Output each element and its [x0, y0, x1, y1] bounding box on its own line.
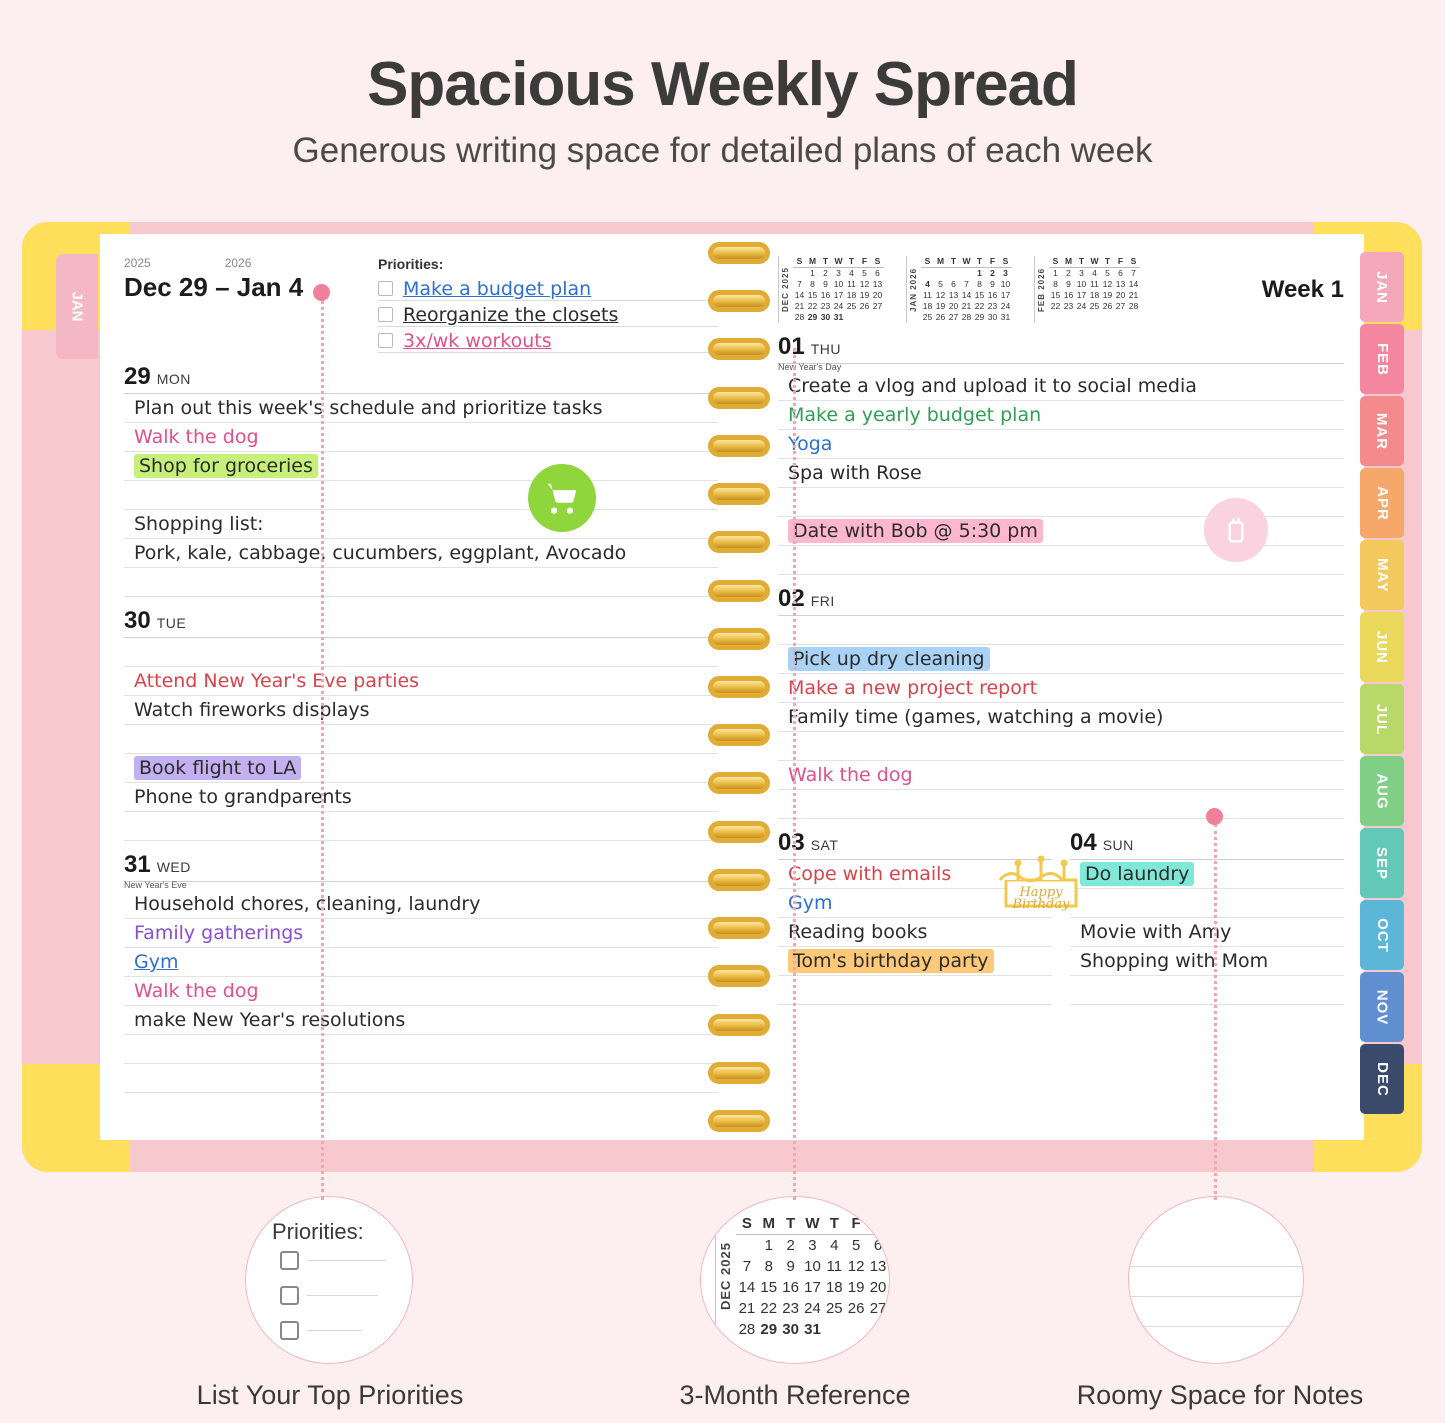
planner-entry-text: Family gatherings [134, 922, 304, 944]
planner-entry-text: Walk the dog [134, 980, 259, 1002]
month-tab-oct[interactable] [1360, 900, 1404, 970]
priority-row[interactable] [378, 275, 718, 301]
planner-entry-line[interactable] [778, 790, 1344, 819]
month-tab-label: APR [1373, 485, 1391, 521]
planner-entry-text: Walk the dog [788, 764, 913, 786]
mini-calendar-label: DEC 2025 [715, 1213, 733, 1340]
day-header [778, 333, 1344, 364]
day-number: 02 [778, 585, 805, 612]
spiral-ring [708, 821, 770, 843]
planner-entry-line[interactable] [124, 452, 718, 481]
day-note: New Year's Day [778, 362, 842, 372]
planner-entry-text: Attend New Year's Eve parties [134, 670, 420, 692]
spiral-ring [708, 338, 770, 360]
mini-calendar-label: DEC 2025 [778, 256, 790, 323]
planner-book [22, 222, 1422, 1172]
callout-checkbox [280, 1321, 299, 1340]
month-tab-label: MAY [1373, 557, 1391, 593]
promo-header [0, 0, 1445, 171]
month-tab-label: DEC [1373, 1061, 1391, 1097]
planner-entry-text: Household chores, cleaning, laundry [134, 893, 481, 915]
month-tab-jan[interactable] [1360, 252, 1404, 322]
planner-entry-line[interactable] [124, 667, 718, 696]
spiral-ring [708, 580, 770, 602]
callout-dot-notes [1206, 808, 1223, 825]
planner-entry-text: Shopping list: [134, 513, 264, 535]
week-date-range [124, 256, 303, 353]
planner-entry-line[interactable] [124, 725, 718, 754]
planner-entry-line[interactable] [124, 1064, 718, 1093]
planner-entry-line[interactable] [124, 539, 718, 568]
spiral-ring [708, 724, 770, 746]
month-tab-label: NOV [1373, 989, 1391, 1025]
planner-entry-line[interactable] [124, 1006, 718, 1035]
priorities-title: Priorities: [378, 256, 444, 272]
mini-calendar-label: FEB 2026 [1034, 256, 1046, 323]
birthday-cake-icon [986, 844, 1096, 916]
day-block [124, 851, 718, 1093]
planner-entry-line[interactable] [124, 696, 718, 725]
day-name: WED [156, 859, 191, 875]
planner-entry-line[interactable] [124, 812, 718, 841]
priority-checkbox[interactable] [378, 333, 393, 348]
callout-note-line [1129, 1237, 1303, 1267]
callout-notes [1128, 1196, 1304, 1364]
planner-entry-line[interactable] [124, 754, 718, 783]
day-number: 03 [778, 829, 805, 856]
day-name: FRI [810, 593, 835, 609]
mini-calendar-label: JAN 2026 [906, 256, 918, 323]
svg-text:Birthday: Birthday [1012, 897, 1070, 912]
planner-entry-line[interactable] [778, 761, 1344, 790]
day-note: New Year's Eve [124, 880, 187, 890]
callout-caption-notes: Roomy Space for Notes [1076, 1380, 1364, 1410]
month-tab-sep[interactable] [1360, 828, 1404, 898]
planner-entry-line[interactable] [124, 977, 718, 1006]
planner-entry-line[interactable] [778, 645, 1344, 674]
day-block [124, 363, 718, 597]
priority-text: Make a budget plan [403, 278, 592, 300]
spiral-ring [708, 242, 770, 264]
planner-entry-text: Plan out this week's schedule and prioritize tasks [134, 397, 603, 419]
callout-line-calendar [793, 348, 796, 1200]
month-tab-nov[interactable] [1360, 972, 1404, 1042]
planner-entry-line[interactable] [1070, 889, 1344, 918]
planner-entry-text: Gym [788, 892, 833, 914]
day-block [124, 607, 718, 841]
page-subtitle: Generous writing space for detailed plans of each week [292, 131, 1153, 171]
month-tab-dec[interactable] [1360, 1044, 1404, 1114]
mini-calendar: JAN 2026 S M T W T F S 1 2 3 4 5 6 7 8 9 10 11 12 13 14 15 16 17 18 19 20 21 22 23 24 25 26 27 28 29 30 31 [906, 256, 1012, 323]
spiral-ring [708, 1062, 770, 1084]
spiral-ring [708, 531, 770, 553]
planner-entry-text: Reading books [788, 921, 928, 943]
shopping-cart-icon [528, 464, 596, 532]
month-tab-label: AUG [1373, 772, 1391, 810]
planner-entry-text: Yoga [788, 433, 833, 455]
callout-dot-priorities [313, 284, 330, 301]
planner-entry-line[interactable] [778, 430, 1344, 459]
month-tab-jul[interactable] [1360, 684, 1404, 754]
planner-entry-line[interactable] [778, 703, 1344, 732]
planner-entry-line[interactable] [124, 568, 718, 597]
planner-page-right [738, 234, 1364, 1140]
spiral-ring [708, 917, 770, 939]
planner-entry-line[interactable] [124, 948, 718, 977]
spiral-binding [708, 242, 774, 1132]
planner-entry-text: Book flight to LA [134, 756, 301, 780]
planner-entry-line[interactable] [1070, 976, 1344, 1005]
svg-text:Happy: Happy [1019, 885, 1063, 900]
priority-text: 3x/wk workouts [403, 330, 552, 352]
day-header [778, 585, 1344, 616]
spiral-ring [708, 628, 770, 650]
planner-entry-line[interactable] [124, 423, 718, 452]
planner-entry-text: Phone to grandparents [134, 786, 352, 808]
spiral-ring [708, 387, 770, 409]
planner-entry-text: make New Year's resolutions [134, 1009, 406, 1031]
day-number: 30 [124, 607, 151, 634]
planner-entry-text: Gym [134, 951, 179, 973]
month-tab-apr[interactable] [1360, 468, 1404, 538]
month-tab-label: JUN [1373, 630, 1391, 664]
planner-entry-line[interactable] [124, 890, 718, 919]
callout-priorities-title: Priorities: [272, 1219, 364, 1244]
month-tab-feb[interactable] [1360, 324, 1404, 394]
spiral-ring [708, 1110, 770, 1132]
month-tab-label: JUL [1373, 703, 1391, 735]
planner-entry-text: Pick up dry cleaning [788, 647, 990, 671]
day-name: SUN [1102, 837, 1134, 853]
planner-entry-text: Shopping with Mom [1080, 950, 1269, 972]
day-number: 01 [778, 333, 805, 360]
callout-note-line [1129, 1267, 1303, 1297]
callout-caption-calendar: 3-Month Reference [679, 1380, 911, 1410]
planner-page-left [100, 234, 738, 1140]
day-name: SAT [810, 837, 839, 853]
day-number: 31 [124, 851, 151, 878]
priorities-block [378, 256, 718, 353]
planner-entry-line[interactable] [1070, 860, 1344, 889]
month-tab-mar[interactable] [1360, 396, 1404, 466]
priority-checkbox[interactable] [378, 307, 393, 322]
planner-entry-text: Pork, kale, cabbage, cucumbers, eggplant, Avocado [134, 542, 627, 564]
planner-entry-text: Date with Bob @ 5:30 pm [788, 519, 1043, 543]
callout-line-priorities [321, 300, 324, 1200]
planner-entry-line[interactable] [124, 394, 718, 423]
planner-entry-line[interactable] [778, 918, 1052, 947]
week-number-label: Week 1 [1261, 275, 1344, 303]
planner-entry-line[interactable] [124, 481, 718, 510]
side-tab-jan-label: JAN [68, 291, 86, 322]
day-name: TUE [156, 615, 187, 631]
day-block [1070, 829, 1344, 1005]
planner-entry-text: Spa with Rose [788, 462, 922, 484]
mini-calendar: DEC 2025 S M T W T F S 1 2 3 4 5 6 7 8 9 10 11 12 13 14 15 16 17 18 19 20 21 22 23 24 25 26 27 28 29 30 31 [778, 256, 884, 323]
month-tab-label: OCT [1373, 917, 1391, 953]
day-number: 29 [124, 363, 151, 390]
planner-entry-line[interactable] [124, 919, 718, 948]
planner-entry-text: Make a new project report [788, 677, 1038, 699]
day-header [124, 607, 718, 638]
drink-icon [1204, 498, 1268, 562]
planner-entry-line[interactable] [124, 783, 718, 812]
priority-checkbox[interactable] [378, 281, 393, 296]
priority-row[interactable] [378, 301, 718, 327]
planner-entry-text: Watch fireworks displays [134, 699, 370, 721]
spiral-ring [708, 435, 770, 457]
planner-entry-text: Create a vlog and upload it to social media [788, 375, 1197, 397]
month-tab-label: FEB [1373, 342, 1391, 376]
planner-entry-text: Movie with Amy [1080, 921, 1232, 943]
spiral-ring [708, 676, 770, 698]
month-tab-strip[interactable] [1360, 252, 1404, 1116]
planner-entry-text: Tom's birthday party [788, 949, 994, 973]
planner-entry-text: Make a yearly budget plan [788, 404, 1042, 426]
priority-text: Reorganize the closets [403, 304, 619, 326]
year-start: 2025 [124, 256, 151, 270]
month-tab-label: SEP [1373, 846, 1391, 880]
planner-entry-text: Walk the dog [134, 426, 259, 448]
planner-entry-line[interactable] [124, 510, 718, 539]
planner-entry-text: Cope with emails [788, 863, 952, 885]
spiral-ring [708, 869, 770, 891]
planner-entry-line[interactable] [124, 638, 718, 667]
planner-entry-line[interactable] [778, 616, 1344, 645]
planner-entry-text: Shop for groceries [134, 454, 318, 478]
spiral-ring [708, 290, 770, 312]
day-block [778, 585, 1344, 819]
callout-calendar [700, 1196, 890, 1364]
planner-entry-line[interactable] [778, 947, 1052, 976]
day-name: MON [156, 371, 191, 387]
day-name: THU [810, 341, 841, 357]
planner-entry-line[interactable] [1070, 947, 1344, 976]
planner-entry-text: Do laundry [1080, 862, 1194, 886]
mini-calendar: FEB 2026 S M T W T F S 1 2 3 4 5 6 7 8 9 10 11 12 13 14 15 16 17 18 19 20 21 22 23 24 25 26 27 28 [1034, 256, 1140, 323]
spiral-ring [708, 483, 770, 505]
month-tab-label: JAN [1373, 270, 1391, 304]
planner-entry-line[interactable] [778, 459, 1344, 488]
side-tab-jan[interactable] [56, 254, 98, 359]
mini-calendars [778, 256, 1140, 323]
priority-row[interactable] [378, 327, 718, 353]
callout-checkbox [280, 1286, 299, 1305]
spiral-ring [708, 772, 770, 794]
month-tab-label: MAR [1373, 412, 1391, 450]
planner-entry-line[interactable] [124, 1035, 718, 1064]
day-header [1070, 829, 1344, 860]
callout-caption-priorities: List Your Top Priorities [196, 1380, 464, 1410]
callout-line-notes [1214, 824, 1217, 1200]
month-tab-jun[interactable] [1360, 612, 1404, 682]
callout-note-line [1129, 1297, 1303, 1327]
year-end: 2026 [224, 256, 252, 270]
date-range-label: Dec 29 – Jan 4 [124, 272, 304, 302]
mini-calendar: DEC 2025 S M T W T F S 1 2 3 4 5 6 7 8 9 10 11 12 13 14 15 16 17 18 19 20 21 22 23 24 25 26 27 28 29 30 31 [715, 1213, 889, 1340]
spiral-ring [708, 1014, 770, 1036]
planner-entry-line[interactable] [778, 674, 1344, 703]
spiral-ring [708, 965, 770, 987]
page-title: Spacious Weekly Spread [367, 50, 1078, 119]
day-header [124, 851, 718, 882]
planner-entry-line[interactable] [778, 976, 1052, 1005]
planner-entry-line[interactable] [778, 401, 1344, 430]
planner-entry-line[interactable] [1070, 918, 1344, 947]
day-number: 04 [1070, 829, 1097, 856]
planner-entry-line[interactable] [778, 372, 1344, 401]
callout-priorities [245, 1196, 413, 1364]
day-header [124, 363, 718, 394]
callout-checkbox [280, 1251, 299, 1270]
planner-entry-text: Family time (games, watching a movie) [788, 706, 1164, 728]
planner-entry-line[interactable] [778, 732, 1344, 761]
month-tab-may[interactable] [1360, 540, 1404, 610]
month-tab-aug[interactable] [1360, 756, 1404, 826]
